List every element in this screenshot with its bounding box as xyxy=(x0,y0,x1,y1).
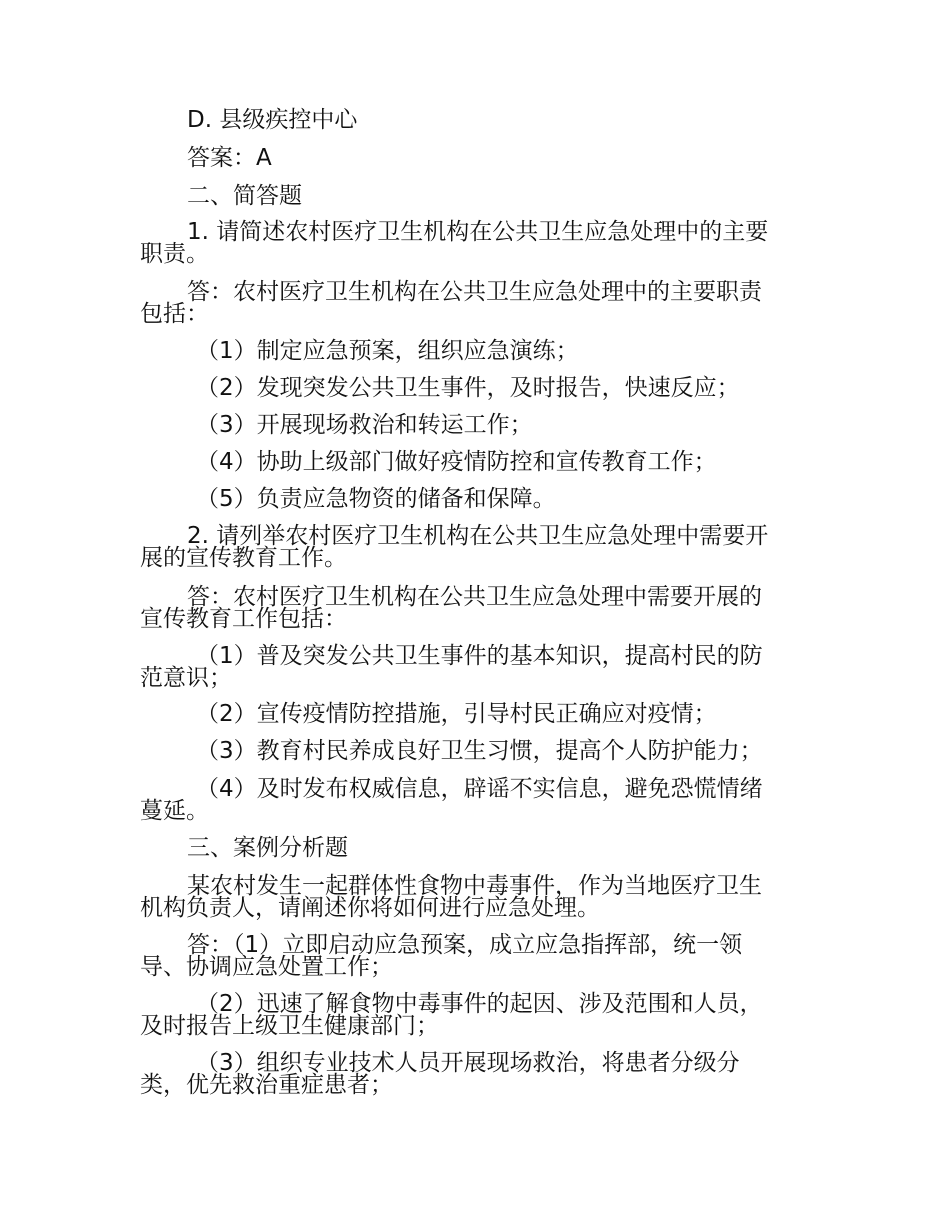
answer-1-intro-line-1: 答：农村医疗卫生机构在公共卫生应急处理中的主要职责 xyxy=(187,279,762,305)
answer-1-item-2: （2）发现突发公共卫生事件，及时报告，快速反应； xyxy=(196,375,740,401)
case-answer-2-line-2: 及时报告上级卫生健康部门； xyxy=(140,1013,439,1039)
question-1-line-1: 1. 请简述农村医疗卫生机构在公共卫生应急处理中的主要 xyxy=(187,219,769,245)
case-answer-3-line-1: （3）组织专业技术人员开展现场救治，将患者分级分 xyxy=(196,1050,740,1076)
section-heading-case-analysis: 三、案例分析题 xyxy=(187,835,348,861)
case-answer-1-line-2: 导、协调应急处置工作； xyxy=(140,954,393,980)
answer-2-item-3: （3）教育村民养成良好卫生习惯，提高个人防护能力； xyxy=(196,738,763,764)
answer-1-item-3: （3）开展现场救治和转运工作； xyxy=(196,412,533,438)
case-prompt-line-1: 某农村发生一起群体性食物中毒事件，作为当地医疗卫生 xyxy=(187,873,762,899)
question-2-line-1: 2. 请列举农村医疗卫生机构在公共卫生应急处理中需要开 xyxy=(187,523,769,549)
answer-1-intro-line-2: 包括： xyxy=(140,301,209,327)
answer-line: 答案：A xyxy=(187,145,272,171)
case-answer-2-line-1: （2）迅速了解食物中毒事件的起因、涉及范围和人员， xyxy=(196,991,763,1017)
answer-1-item-1: （1）制定应急预案，组织应急演练； xyxy=(196,338,579,364)
answer-2-intro-line-2: 宣传教育工作包括： xyxy=(140,606,347,632)
case-prompt-line-2: 机构负责人，请阐述你将如何进行应急处理。 xyxy=(140,895,600,921)
answer-2-item-1-line-2: 范意识； xyxy=(140,665,232,691)
section-heading-short-answer: 二、简答题 xyxy=(187,183,302,209)
answer-1-item-4: （4）协助上级部门做好疫情防控和宣传教育工作； xyxy=(196,449,717,475)
answer-2-item-4-line-1: （4）及时发布权威信息，辟谣不实信息，避免恐慌情绪 xyxy=(196,776,763,802)
answer-2-intro-line-1: 答：农村医疗卫生机构在公共卫生应急处理中需要开展的 xyxy=(187,584,762,610)
question-2-line-2: 展的宣传教育工作。 xyxy=(140,545,347,571)
question-1-line-2: 职责。 xyxy=(140,241,209,267)
answer-1-item-5: （5）负责应急物资的储备和保障。 xyxy=(196,486,556,512)
case-answer-1-line-1: 答：（1）立即启动应急预案，成立应急指挥部，统一领 xyxy=(187,932,743,958)
case-answer-3-line-2: 类，优先救治重症患者； xyxy=(140,1072,393,1098)
answer-2-item-4-line-2: 蔓延。 xyxy=(140,798,209,824)
option-d: D. 县级疾控中心 xyxy=(187,107,358,133)
answer-2-item-1-line-1: （1）普及突发公共卫生事件的基本知识，提高村民的防 xyxy=(196,643,763,669)
answer-2-item-2: （2）宣传疫情防控措施，引导村民正确应对疫情； xyxy=(196,701,717,727)
